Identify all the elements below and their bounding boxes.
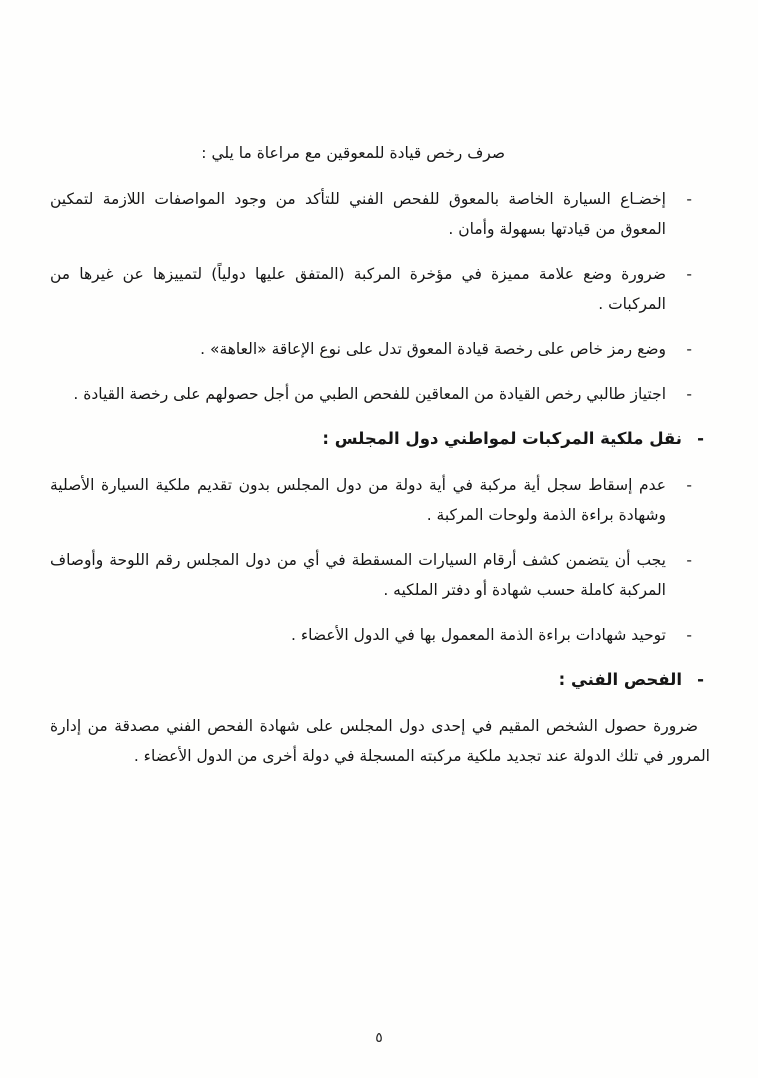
list-item — [50, 620, 710, 650]
document-content — [50, 138, 710, 771]
list-item-text: وضع رمز خاص على رخصة قيادة المعوق تدل على نوع الإعاقة «العاهة» . — [200, 340, 666, 358]
dash-marker: - — [686, 265, 692, 283]
section-heading-text: نقل ملكية المركبات لمواطني دول المجلس : — [322, 429, 682, 448]
list-item — [50, 184, 710, 244]
list-item — [50, 259, 710, 319]
section-heading-technical-inspection — [50, 665, 710, 695]
dash-marker: - — [686, 626, 692, 644]
intro-paragraph: صرف رخص قيادة للمعوقين مع مراعاة ما يلي : — [201, 144, 505, 162]
dash-marker: - — [697, 429, 704, 448]
dash-marker: - — [697, 670, 704, 689]
section-heading-vehicle-ownership — [50, 424, 710, 454]
dash-marker: - — [686, 340, 692, 358]
list-item — [50, 334, 710, 364]
section-heading-text: الفحص الفني : — [558, 670, 682, 689]
list-item — [50, 545, 710, 605]
dash-marker: - — [686, 551, 692, 569]
list-item — [50, 470, 710, 530]
list-item-text: عدم إسقاط سجل أية مركبة في أية دولة من دول المجلس بدون تقديم ملكية السيارة الأصلية وشهادة براءة الذمة ولوحات المركبة . — [50, 476, 666, 524]
list-item-text: يجب أن يتضمن كشف أرقام السيارات المسقطة في أي من دول المجلس رقم اللوحة وأوصاف المركبة كاملة حسب شهادة أو دفتر الملكيه . — [50, 551, 666, 599]
list-item-text: توحيد شهادات براءة الذمة المعمول بها في الدول الأعضاء . — [291, 626, 666, 644]
dash-marker: - — [686, 190, 692, 208]
closing-paragraph: ضرورة حصول الشخص المقيم في إحدى دول المجلس على شهادة الفحص الفني مصدقة من إدارة المرور في تلك الدولة عند تجديد ملكية مركبته المسجلة في دولة أخرى من الدول الأعضاء . — [50, 717, 710, 765]
dash-marker: - — [686, 476, 692, 494]
page-number: ٥ — [375, 1030, 383, 1046]
list-item-text: إخضـاع السيارة الخاصة بالمعوق للفحص الفني للتأكد من وجود المواصفات اللازمة لتمكين المعوق من قيادتها بسهولة وأمان . — [50, 190, 666, 238]
list-item-text: اجتياز طالبي رخص القيادة من المعاقين للفحص الطبي من أجل حصولهم على رخصة القيادة . — [73, 385, 666, 403]
list-item-text: ضرورة وضع علامة مميزة في مؤخرة المركبة (المتفق عليها دولياً) لتمييزها عن غيرها من المركبات . — [50, 265, 666, 313]
list-item — [50, 379, 710, 409]
dash-marker: - — [686, 385, 692, 403]
